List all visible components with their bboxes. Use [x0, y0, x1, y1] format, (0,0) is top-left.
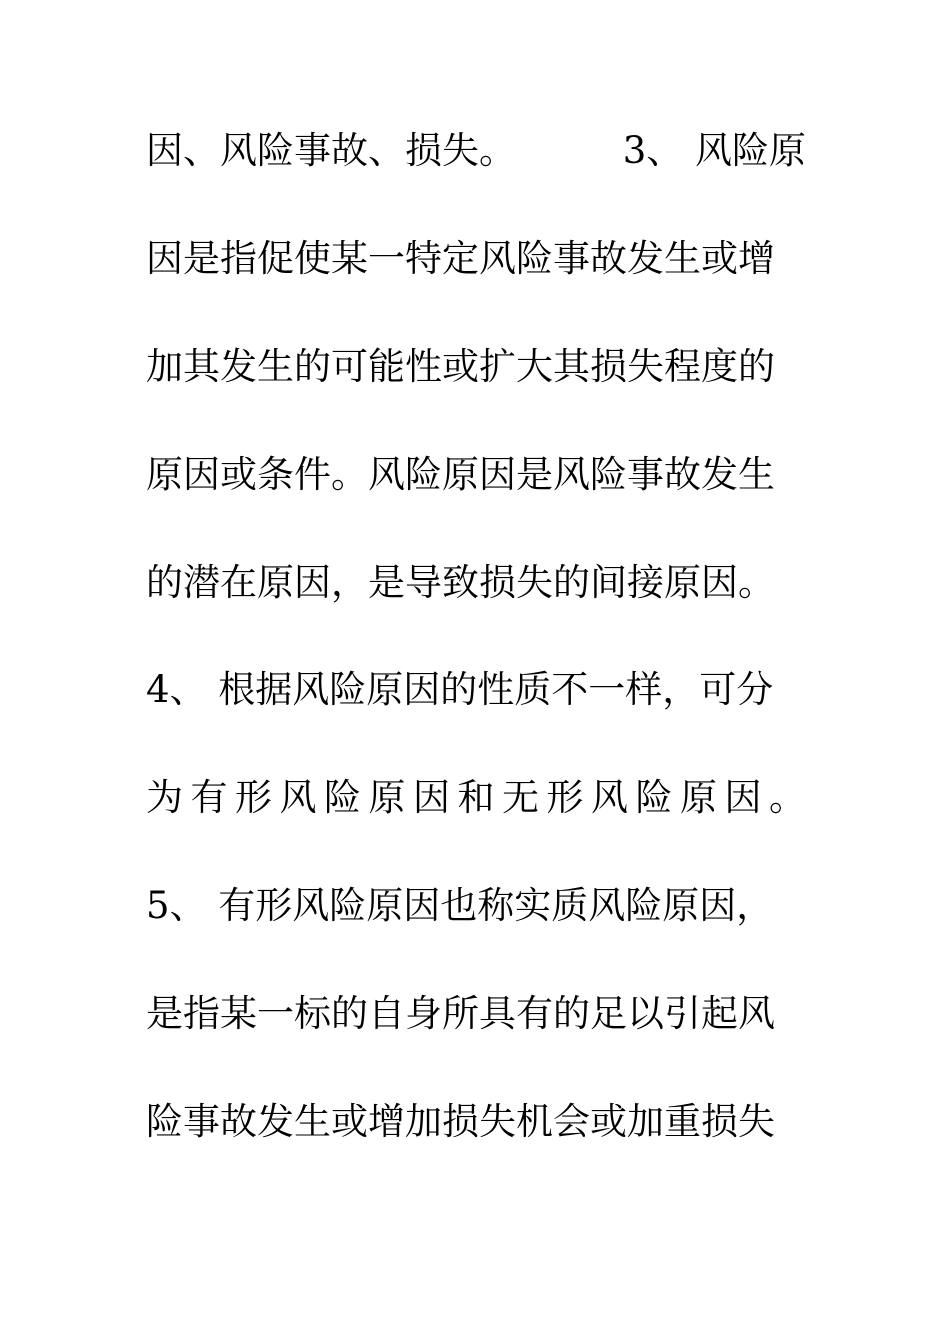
text-char: 形 — [235, 776, 272, 819]
text-line-7 — [146, 774, 806, 822]
text-char: 险 — [324, 776, 361, 819]
text-char: 无 — [502, 776, 539, 819]
text-line-1 — [146, 127, 806, 175]
text-char: 因 — [413, 776, 450, 819]
text-char: 原 — [680, 776, 717, 819]
text-char: 。 — [769, 776, 806, 819]
text-char: 原 — [368, 776, 406, 819]
text-line-5: 的潜在原因，是导致损失的间接原因。 — [146, 561, 775, 604]
text-line-4: 原因或条件。风险原因是风险事故发生 — [146, 453, 775, 496]
text-line-6: 4、 根据风险原因的性质不一样，可分 — [146, 668, 774, 711]
text-line-3: 加其发生的可能性或扩大其损失程度的 — [146, 345, 775, 388]
text-line-10: 险事故发生或增加损失机会或加重损失 — [146, 1100, 775, 1143]
text-char: 和 — [457, 776, 495, 819]
text-char: 风 — [591, 776, 628, 819]
text-line-9: 是指某一标的自身所具有的足以引起风 — [146, 992, 775, 1035]
text-char: 因 — [724, 776, 762, 819]
text-char: 险 — [635, 776, 673, 819]
text-char: 有 — [190, 776, 228, 819]
text-line-8: 5、 有形风险原因也称实质风险原因， — [146, 884, 774, 927]
text-char: 形 — [546, 776, 584, 819]
text-line-1-left: 因、风险事故、损失。 — [146, 129, 516, 172]
text-line-1-right: 3、 风险原 — [622, 129, 806, 172]
text-line-2: 因是指促使某一特定风险事故发生或增 — [146, 237, 775, 280]
text-char: 风 — [279, 776, 317, 819]
text-char: 为 — [146, 776, 183, 819]
